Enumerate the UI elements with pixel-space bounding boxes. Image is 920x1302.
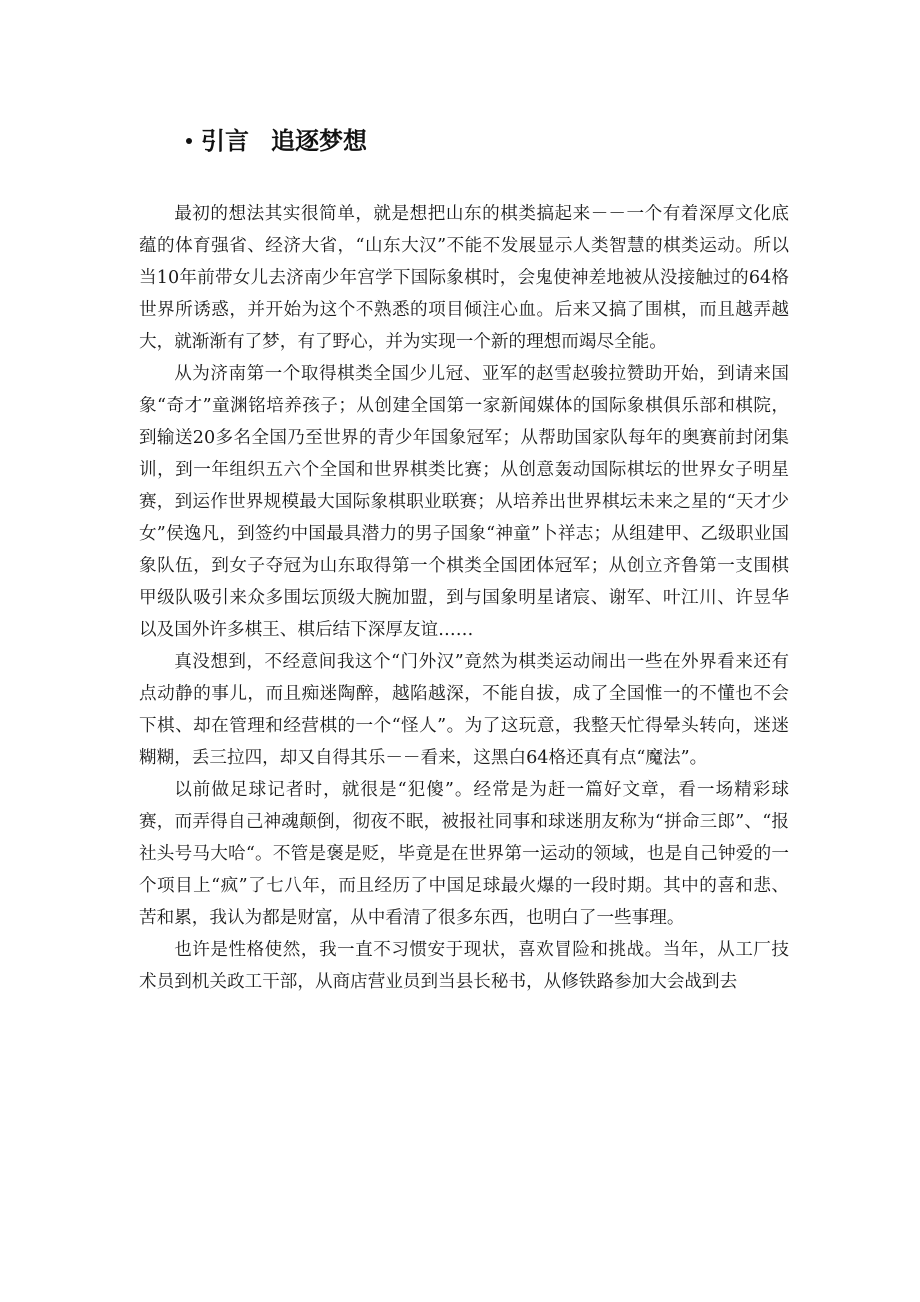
paragraph-3: 真没想到，不经意间我这个“门外汉”竟然为棋类运动闹出一些在外界看来还有点动静的事儿，而且痴迷陶醉，越陷越深，不能自拔，成了全国惟一的不懂也不会下棋、却在管理和经营棋的一个“怪人”。为了这玩意，我整天忙得晕头转向，迷迷糊糊，丢三拉四，却又自得其乐－－看来，这黑白64格还真有点“魔法”。 (139, 652, 789, 768)
bullet-icon (186, 138, 192, 144)
paragraph-1: 最初的想法其实很简单，就是想把山东的棋类搞起来－－一个有着深厚文化底蕴的体育强省、经济大省，“山东大汉”不能不发展显示人类智慧的棋类运动。所以当10年前带女儿去济南少年宫学下国际象棋时，会鬼使神差地被从没接触过的64格世界所诱惑，并开始为这个不熟悉的项目倾注心血。后来又搞了围棋，而且越弄越大，就渐渐有了梦，有了野心，并为实现一个新的理想而竭尽全能。 (139, 204, 789, 352)
paragraph-2: 从为济南第一个取得棋类全国少儿冠、亚军的赵雪赵骏拉赞助开始，到请来国象“奇才”童渊铭培养孩子；从创建全国第一家新闻媒体的国际象棋俱乐部和棋院，到输送20多名全国乃至世界的青少年国象冠军；从帮助国家队每年的奥赛前封闭集训，到一年组织五六个全国和世界棋类比赛；从创意轰动国际棋坛的世界女子明星赛，到运作世界规模最大国际象棋职业联赛；从培养出世界棋坛未来之星的“天才少女”侯逸凡，到签约中国最具潜力的男子国象“神童”卜祥志；从组建甲、乙级职业国象队伍，到女子夺冠为山东取得第一个棋类全国团体冠军；从创立齐鲁第一支围棋甲级队吸引来众多围坛顶级大腕加盟，到与国象明星诸宸、谢军、叶江川、许昱华以及国外许多棋王、棋后结下深厚友谊…… (139, 364, 789, 640)
body-text (139, 198, 789, 998)
heading-subtitle: 追逐梦想 (271, 126, 367, 155)
heading-title: 引言 (201, 126, 249, 155)
paragraph-5: 也许是性格使然，我一直不习惯安于现状，喜欢冒险和挑战。当年，从工厂技术员到机关政工干部，从商店营业员到当县长秘书，从修铁路参加大会战到去 (139, 940, 789, 992)
paragraph-4: 以前做足球记者时，就很是“犯傻”。经常是为赶一篇好文章，看一场精彩球赛，而弄得自己神魂颠倒，彻夜不眠，被报社同事和球迷朋友称为“拼命三郎”、“报社头号马大哈“。不管是褒是贬，毕竟是在世界第一运动的领域，也是自己钟爱的一个项目上“疯”了七八年，而且经历了中国足球最火爆的一段时期。其中的喜和悲、苦和累，我认为都是财富，从中看清了很多东西，也明白了一些事理。 (139, 780, 789, 928)
section-heading (186, 118, 367, 158)
